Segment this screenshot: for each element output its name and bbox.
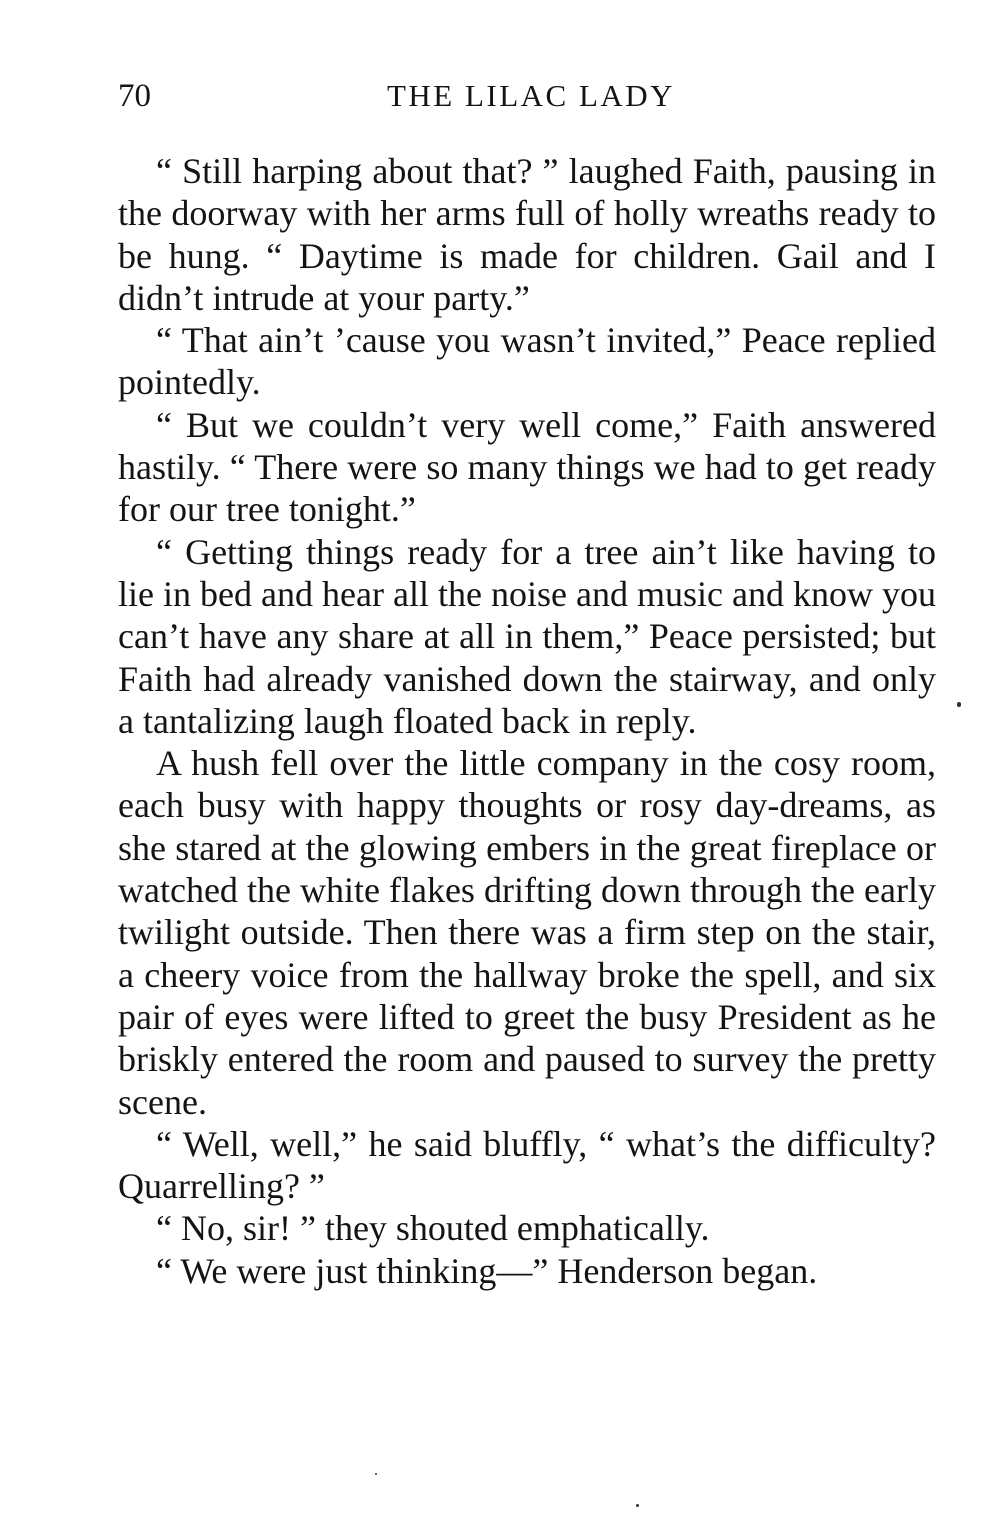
ink-speck xyxy=(957,702,961,707)
paragraph: “ We were just thinking—” Henderson began. xyxy=(156,1250,818,1291)
page-number: 70 xyxy=(118,78,151,114)
paragraph: “ That ain’t ’cause you wasn’t invited,” Peace replied pointedly. xyxy=(118,320,936,403)
running-head xyxy=(118,74,938,118)
ink-speck xyxy=(375,1473,377,1475)
ink-speck xyxy=(636,1504,639,1507)
paragraph: A hush fell over the little company in the cosy room, each busy with happy thoughts or rosy day-dreams, as she stared at the glowing embers in the great fireplace or watched the white flakes drifting down through the early twilight outside. Then there was a firm step on the stair, a cheery voice from the hallway broke the spell, and six pair of eyes were lifted to greet the busy President as he briskly entered the room and paused to survey the pretty scene. xyxy=(118,743,936,1122)
paragraph: “ Well, well,” he said bluffly, “ what’s the difficulty? Quarrelling? ” xyxy=(118,1123,936,1207)
paragraph: “ Still harping about that? ” laughed Faith, pausing in the doorway with her arms full of holly wreaths ready to be hung. “ Daytime is made for children. Gail and I didn’t intrude at your party.” xyxy=(118,151,936,318)
book-title: THE LILAC LADY xyxy=(386,78,676,113)
paragraph: “ No, sir! ” they shouted emphatically. xyxy=(156,1208,710,1249)
paragraph: “ Getting things ready for a tree ain’t like having to lie in bed and hear all the noise and music and know you can’t have any share at all in them,” Peace persisted; but Faith had already vanished down the stairway, and only a tantalizing laugh floated back in reply. xyxy=(118,531,936,741)
paragraph: “ But we couldn’t very well come,” Faith answered hastily. “ There were so many things we had to get ready for our tree tonight.” xyxy=(118,404,936,530)
text-body xyxy=(118,150,936,1292)
